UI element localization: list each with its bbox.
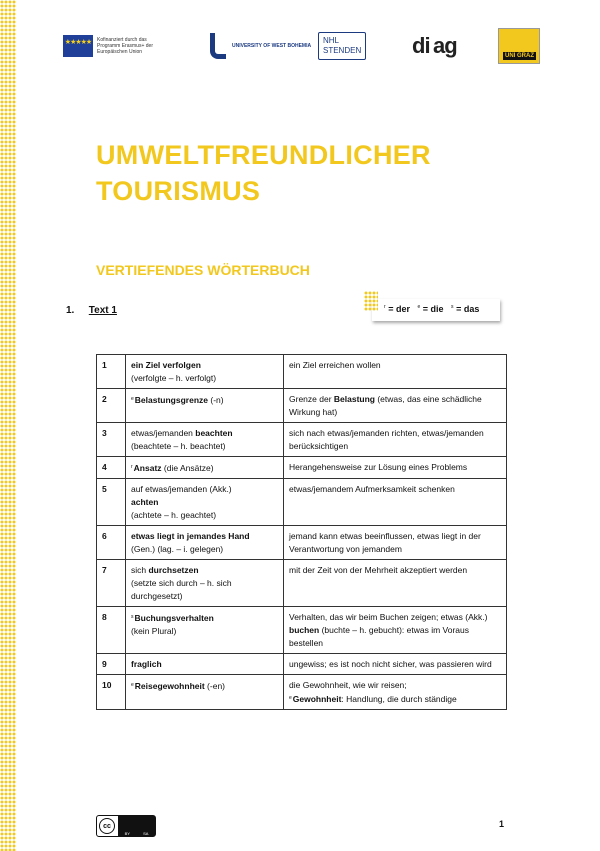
row-number: 4: [97, 457, 126, 479]
table-row: [97, 355, 507, 389]
legend-die: = die: [422, 304, 444, 314]
logo-bar: [60, 26, 550, 66]
article-legend: [372, 299, 500, 321]
row-number: 7: [97, 560, 126, 607]
term-prefix: sich: [131, 565, 149, 575]
term-suffix: (-en): [204, 681, 225, 691]
article-mark: s: [131, 614, 134, 620]
row-number: 3: [97, 423, 126, 457]
cc-sa-label: SA: [143, 831, 149, 836]
table-row: [97, 526, 507, 560]
row-number: 5: [97, 479, 126, 526]
definition-cell: etwas/jemandem Aufmerksamkeit schenken: [284, 479, 507, 526]
page-title: UMWELTFREUNDLICHER TOURISMUS: [96, 140, 431, 206]
nhl-stenden-logo: [318, 26, 366, 66]
definition-text: die Gewohnheit, wie wir reisen;: [289, 680, 407, 690]
term-cell: [126, 607, 284, 654]
eu-flag-icon: ★★★★★: [63, 35, 93, 57]
definition-cell: [284, 389, 507, 423]
term-prefix: auf etwas/jemanden (Akk.): [131, 484, 232, 494]
definition-cell: [284, 675, 507, 710]
definition-cell: ungewiss; es ist noch nicht sicher, was passieren wird: [284, 654, 507, 675]
vocabulary-table: [96, 354, 507, 710]
definition-cell: mit der Zeit von der Mehrheit akzeptiert werden: [284, 560, 507, 607]
row-number: 6: [97, 526, 126, 560]
table-row: [97, 479, 507, 526]
article-mark: r: [131, 464, 133, 470]
term-suffix: (-n): [208, 395, 224, 405]
term: etwas liegt in jemandes Hand: [131, 531, 250, 541]
term-forms: (beachtete – h. beachtet): [131, 441, 226, 451]
legend-dots-decoration: [364, 291, 378, 311]
cc-icon: cc: [99, 818, 115, 834]
article-mark: e: [131, 396, 134, 402]
eu-funding-text: Kofinanziert durch das Programm Erasmus+ der Europäischen Union: [97, 37, 153, 55]
term-cell: [126, 423, 284, 457]
term: fraglich: [131, 659, 162, 669]
table-row: [97, 389, 507, 423]
row-number: 9: [97, 654, 126, 675]
definition-cell: sich nach etwas/jemanden richten, etwas/jemanden berücksichtigen: [284, 423, 507, 457]
term-cell: [126, 355, 284, 389]
article-mark: e: [289, 695, 292, 701]
digi-logo: di ag: [412, 33, 457, 58]
definition-text-end: : Handlung, die durch ständige: [341, 694, 457, 704]
term-cell: [126, 654, 284, 675]
uwb-text: UNIVERSITY OF WEST BOHEMIA: [232, 43, 312, 49]
definition-cell: ein Ziel erreichen wollen: [284, 355, 507, 389]
section-number: 1.: [66, 305, 75, 316]
page-subtitle: VERTIEFENDES WÖRTERBUCH: [96, 262, 310, 278]
term: Reisegewohnheit: [134, 681, 205, 691]
definition-bold: Gewohnheit: [292, 694, 342, 704]
term: durchsetzen: [148, 565, 199, 575]
term-prefix: etwas/jemanden: [131, 428, 196, 438]
table-row: [97, 457, 507, 479]
table-row: [97, 654, 507, 675]
definition-text-end: (etwas, das eine schädliche Wirkung hat): [289, 394, 482, 417]
term-forms: (Gen.) (lag. – i. gelegen): [131, 544, 224, 554]
decorative-dot-border: [0, 0, 16, 851]
term-cell: [126, 675, 284, 710]
table-row: [97, 607, 507, 654]
definition-text-end: (buchte – h. gebucht): etwas im Voraus bestellen: [289, 625, 470, 648]
legend-der-mark: r: [384, 304, 386, 310]
term: beachten: [195, 428, 233, 438]
term-forms: (achtete – h. geachtet): [131, 510, 217, 520]
definition-cell: [284, 607, 507, 654]
creative-commons-badge: [96, 815, 156, 837]
article-mark: e: [131, 682, 134, 688]
row-number: 8: [97, 607, 126, 654]
row-number: 1: [97, 355, 126, 389]
term-cell: [126, 560, 284, 607]
section-label: Text 1: [88, 305, 117, 316]
definition-cell: Herangehensweise zur Lösung eines Problems: [284, 457, 507, 479]
legend-das-mark: s: [451, 304, 454, 310]
definition-bold: Belastung: [333, 394, 375, 404]
section-heading: [66, 305, 117, 316]
term: Belastungsgrenze: [134, 395, 208, 405]
term: achten: [131, 497, 159, 507]
term-forms: (setzte sich durch – h. sich durchgesetzt): [131, 578, 232, 601]
term: ein Ziel verfolgen: [131, 360, 201, 370]
uni-graz-text: UNI GRAZ: [505, 53, 534, 59]
legend-der: = der: [388, 304, 410, 314]
nhl-line2: STENDEN: [323, 46, 362, 55]
definition-text: Grenze der: [289, 394, 334, 404]
uwb-mark-icon: [210, 33, 226, 59]
definition-cell: jemand kann etwas beeinflussen, etwas liegt in der Verantwortung von jemandem: [284, 526, 507, 560]
term-forms: (kein Plural): [131, 626, 177, 636]
term-cell: [126, 526, 284, 560]
definition-bold: buchen: [289, 625, 320, 635]
row-number: 2: [97, 389, 126, 423]
table-row: [97, 675, 507, 710]
term: Ansatz: [133, 463, 162, 473]
table-row: [97, 560, 507, 607]
page-number: 1: [499, 819, 505, 829]
definition-text: Verhalten, das wir beim Buchen zeigen; etwas (Akk.): [289, 612, 488, 622]
term-cell: [126, 457, 284, 479]
legend-die-mark: e: [417, 304, 421, 310]
erasmus-logo: [63, 26, 167, 66]
uni-graz-logo: [498, 26, 540, 66]
uwb-logo: [210, 26, 311, 66]
row-number: 10: [97, 675, 126, 710]
term-cell: [126, 389, 284, 423]
term-forms: (verfolgte – h. verfolgt): [131, 373, 217, 383]
table-row: [97, 423, 507, 457]
term-suffix: (die Ansätze): [161, 463, 214, 473]
nhl-line1: NHL: [323, 36, 340, 45]
term: Buchungsverhalten: [134, 613, 214, 623]
legend-das: = das: [456, 304, 480, 314]
term-cell: [126, 479, 284, 526]
cc-by-label: BY: [124, 831, 130, 836]
